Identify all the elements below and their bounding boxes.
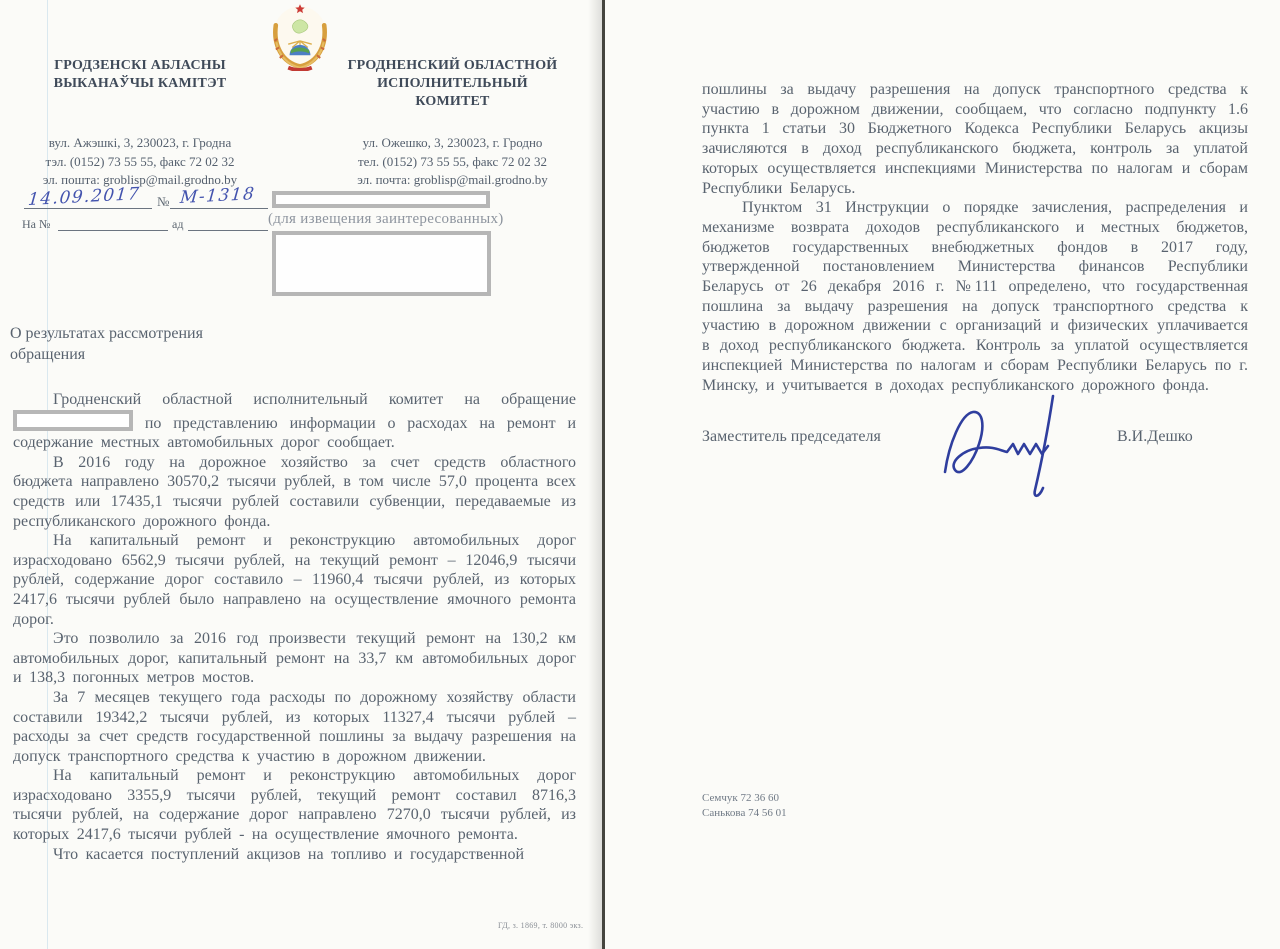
org-ru-line2: ИСПОЛНИТЕЛЬНЫЙ КОМИТЕТ bbox=[377, 76, 528, 109]
left-page-body bbox=[13, 390, 576, 864]
subject-line: О результатах рассмотрения bbox=[10, 325, 203, 342]
ref-label: На № bbox=[22, 217, 51, 231]
address-line: эл. почта: groblisp@mail.grodno.by bbox=[357, 172, 548, 187]
handwritten-number: М-1318 bbox=[179, 183, 257, 209]
belarus-coat-of-arms-icon bbox=[267, 3, 333, 71]
handwritten-date: 14.09.2017 bbox=[27, 184, 142, 210]
signoff-title: Заместитель председателя bbox=[702, 428, 881, 445]
left-page bbox=[0, 0, 602, 949]
handwritten-signature bbox=[935, 392, 1085, 507]
paragraph: На капитальный ремонт и реконструкцию автомобильных дорог израсходовано 6562,9 тысячи рублей, на текущий ремонт – 12046,9 тысячи рублей, содержание дорог составило – 11960,4 тысячи рублей, из которых 2417,6 тысячи рублей было направлено на осуществление ямочного ремонта дорог. bbox=[13, 532, 576, 628]
paragraph: В 2016 году на дорожное хозяйство за счет средств областного бюджета направлено 30570,2 тысячи рублей, в том числе 57,0 процента всех средств или 17435,1 тысячи рублей составили субвенции, передаваемые из республиканского дорожного фонда. bbox=[13, 453, 576, 530]
paragraph: Что касается поступлений акцизов на топливо и государственной bbox=[53, 845, 525, 863]
address-line: тел. (0152) 73 55 55, факс 72 02 32 bbox=[357, 153, 548, 169]
org-name-russian bbox=[345, 57, 560, 111]
right-page bbox=[605, 0, 1280, 949]
address-belarusian bbox=[25, 134, 255, 190]
paragraph: За 7 месяцев текущего года расходы по дорожному хозяйству области составили 19342,2 тысячи рублей, из которых 11327,4 тысячи рублей – расходы за счет средств государственной пошлины за выдачу разрешения на допуск транспортного средства к участию в дорожном движении. bbox=[13, 688, 576, 765]
notice-caption: (для извещения заинтересованных) bbox=[268, 211, 504, 227]
print-order-note: ГД, з. 1869, т. 8000 экз. bbox=[498, 921, 584, 930]
date-underline bbox=[24, 208, 152, 209]
contact-line: Семчук 72 36 60 bbox=[702, 792, 779, 804]
paragraph: Это позволило за 2016 год произвести текущий ремонт на 130,2 км автомобильных дорог, капитальный ремонт на 33,7 км автомобильных дорог и 138,3 погонных метров мостов. bbox=[13, 630, 576, 687]
org-by-line1: ГРОДЗЕНСКІ АБЛАСНЫ bbox=[54, 58, 226, 73]
redaction-box bbox=[272, 231, 491, 296]
redaction-box bbox=[13, 410, 133, 431]
address-russian bbox=[340, 134, 565, 190]
number-underline bbox=[170, 208, 268, 209]
right-page-body bbox=[702, 80, 1248, 395]
paragraph: Пунктом 31 Инструкции о порядке зачисления, распределения и механизме возврата доходов республиканского и местных бюджетов, бюджетов государственных внебюджетных фондов в 2017 году, утвержденной постановлением Министерства финансов Республики Беларусь от 26 декабря 2016 г. №111 определено, что государственная пошлина за выдачу разрешения на допуск транспортного средства к участию в дорожном движении с организаций и физических уплачивается в доход республиканского бюджета. Контроль за уплатой осуществляется инспекцией Министерства по налогам и сборам Республики Беларусь по г. Минску, и учитывается в доходах республиканского дорожного фонда. bbox=[702, 199, 1248, 394]
paragraph: пошлины за выдачу разрешения на допуск транспортного средства к участию в дорожном движении, сообщаем, что согласно подпункту 1.6 пункта 1 статьи 30 Бюджетного Кодекса Республики Беларусь акцизы зачисляются в доход республиканского бюджета, контроль за уплатой которых осуществляется инспекциями Министерства по налогам и сборам Республики Беларусь. bbox=[702, 81, 1248, 197]
address-line: тэл. (0152) 73 55 55, факс 72 02 32 bbox=[45, 153, 235, 169]
ref-from-label: ад bbox=[172, 217, 184, 231]
paragraph: На капитальный ремонт и реконструкцию автомобильных дорог израсходовано 3355,9 тысячи рублей, текущий ремонт составил 8716,3 тысячи рублей, на содержание дорог направлено 7270,0 тысячи рублей, из которых 2417,6 тысячи рублей - на осуществление ямочного ремонта. bbox=[13, 767, 576, 844]
number-sign: № bbox=[157, 194, 170, 209]
contact-line: Санькова 74 56 01 bbox=[702, 807, 787, 819]
address-line: ул. Ожешко, 3, 230023, г. Гродно bbox=[362, 135, 543, 150]
subject-block bbox=[10, 323, 310, 365]
paragraph: Гродненский областной исполнительный комитет на обращение по представлению информации о расходах на ремонт и содержание местных автомобильных дорог сообщает. bbox=[13, 391, 576, 452]
org-by-line2: ВЫКАНАЎЧЫ КАМІТЭТ bbox=[53, 76, 227, 91]
ref-from-underline bbox=[188, 230, 268, 231]
address-line: эл. пошта: groblisp@mail.grodno.by bbox=[42, 172, 238, 187]
subject-line: обращения bbox=[10, 346, 86, 363]
org-ru-line1: ГРОДНЕНСКИЙ ОБЛАСТНОЙ bbox=[347, 58, 558, 73]
ref-underline bbox=[58, 230, 168, 231]
org-name-belarusian bbox=[45, 57, 235, 93]
redaction-box bbox=[272, 191, 490, 208]
contacts-block bbox=[702, 791, 787, 821]
address-line: вул. Ажэшкі, 3, 230023, г. Гродна bbox=[48, 135, 232, 150]
signoff-name: В.И.Дешко bbox=[1117, 428, 1193, 445]
